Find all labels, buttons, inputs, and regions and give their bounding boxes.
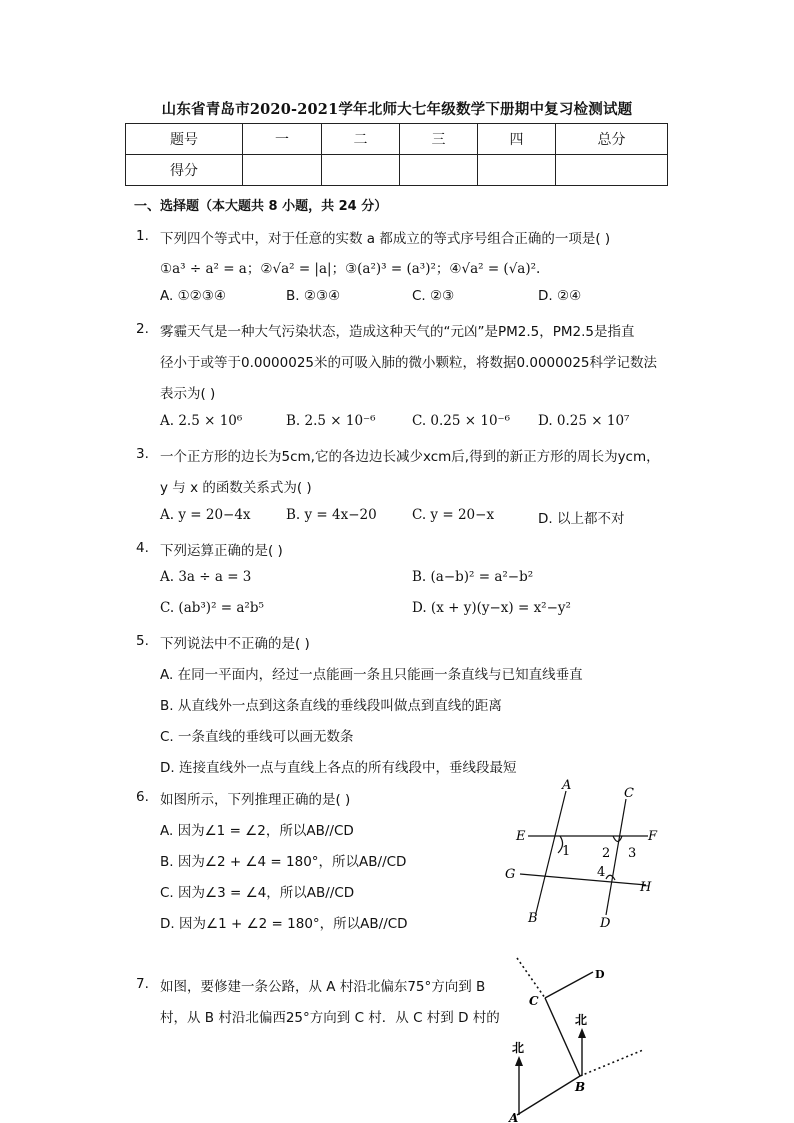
- label-f: F: [648, 829, 658, 844]
- question-number: 4.: [136, 540, 149, 556]
- option-a[interactable]: A. 在同一平面内，经过一点能画一条且只能画一条直线与已知直线垂直: [160, 667, 583, 683]
- question-stem: 村，从 B 村沿北偏西25°方向到 C 村．从 C 村到 D 村的: [160, 1010, 500, 1026]
- label-c: C: [529, 994, 539, 1008]
- question-number: 3.: [136, 446, 149, 462]
- label-a: A: [509, 1111, 519, 1123]
- option-c[interactable]: C. ②③: [412, 288, 455, 304]
- question-stem: 雾霾天气是一种大气污染状态，造成这种天气的“元凶”是PM2.5，PM2.5是指直: [160, 324, 635, 340]
- road-bc: [545, 998, 580, 1076]
- question-number: 6.: [136, 789, 149, 805]
- score-header-cell: 一: [243, 124, 322, 155]
- angle-1-label: 1: [562, 844, 571, 859]
- score-cell[interactable]: [400, 155, 478, 186]
- dotted-extension-right: [580, 1050, 643, 1076]
- score-cell[interactable]: [478, 155, 556, 186]
- label-b: B: [575, 1080, 586, 1094]
- dotted-extension-top: [517, 958, 545, 998]
- score-table: [125, 123, 668, 186]
- question-stem: 径小于或等于0.0000025米的可吸入肺的微小颗粒，将数据0.0000025科学记数法: [160, 355, 658, 371]
- score-cell[interactable]: [556, 155, 668, 186]
- question-number: 2.: [136, 321, 149, 337]
- score-header-cell: 题号: [126, 124, 243, 155]
- question-stem: 下列四个等式中，对于任意的实数 a 都成立的等式序号组合正确的一项是( ): [160, 231, 611, 247]
- option-d[interactable]: D. 以上都不对: [538, 511, 625, 527]
- question-number: 7.: [136, 976, 149, 992]
- angle-4-label: 4: [597, 865, 606, 880]
- label-d: D: [600, 916, 611, 931]
- angle-4-arc: [606, 875, 615, 880]
- option-c[interactable]: C. y = 20−x: [412, 507, 495, 523]
- question-stem: 表示为( ): [160, 386, 216, 402]
- score-table-row: [126, 155, 668, 186]
- option-b[interactable]: B. 从直线外一点到这条直线的垂线段叫做点到直线的距离: [160, 698, 502, 714]
- score-table-header-row: [126, 124, 668, 155]
- option-c[interactable]: C. 0.25 × 10⁻⁶: [412, 413, 511, 429]
- question-stem: y 与 x 的函数关系式为( ): [160, 480, 312, 496]
- option-b[interactable]: B. (a−b)² = a²−b²: [412, 569, 534, 585]
- option-a[interactable]: A. 因为∠1 = ∠2，所以AB//CD: [160, 823, 354, 839]
- score-header-cell: 总分: [556, 124, 668, 155]
- option-b[interactable]: B. ②③④: [286, 288, 341, 304]
- question-stem: 下列说法中不正确的是( ): [160, 636, 310, 652]
- angle-2-arc: [613, 836, 622, 842]
- arrowhead-b: [578, 1028, 586, 1038]
- label-a: A: [562, 778, 572, 793]
- option-c[interactable]: C. 因为∠3 = ∠4，所以AB//CD: [160, 885, 355, 901]
- score-cell[interactable]: [322, 155, 400, 186]
- score-header-cell: 二: [322, 124, 400, 155]
- option-b[interactable]: B. 2.5 × 10⁻⁶: [286, 413, 376, 429]
- question-stem: 一个正方形的边长为5cm,它的各边边长减少xcm后,得到的新正方形的周长为ycm，: [160, 449, 660, 465]
- question-formulas: ①a³ ÷ a² = a；②√a² = |a|；③(a²)³ = (a³)²；④√a² = (√a)².: [160, 261, 541, 277]
- option-b[interactable]: B. y = 4x−20: [286, 507, 377, 523]
- label-g: G: [505, 867, 516, 882]
- arrowhead-a: [515, 1056, 523, 1066]
- north-label-a: 北: [512, 1041, 525, 1055]
- option-d[interactable]: D. 0.25 × 10⁷: [538, 413, 630, 429]
- score-row-label: 得分: [126, 155, 243, 186]
- question-stem: 如图，要修建一条公路，从 A 村沿北偏东75°方向到 B: [160, 979, 486, 995]
- road-ab: [517, 1076, 580, 1115]
- question-number: 5.: [136, 633, 149, 649]
- section-heading: 一、选择题（本大题共 8 小题，共 24 分）: [134, 199, 388, 214]
- option-a[interactable]: A. y = 20−4x: [160, 507, 251, 523]
- question-stem: 如图所示，下列推理正确的是( ): [160, 792, 351, 808]
- label-h: H: [640, 880, 652, 895]
- score-header-cell: 四: [478, 124, 556, 155]
- question-stem: 下列运算正确的是( ): [160, 543, 283, 559]
- option-d[interactable]: D. 因为∠1 + ∠2 = 180°，所以AB//CD: [160, 916, 408, 932]
- q6-figure: [500, 775, 670, 935]
- option-c[interactable]: C. 一条直线的垂线可以画无数条: [160, 729, 354, 745]
- option-a[interactable]: A. ①②③④: [160, 288, 226, 304]
- option-d[interactable]: D. ②④: [538, 288, 582, 304]
- label-d: D: [595, 968, 605, 981]
- option-a[interactable]: A. 2.5 × 10⁶: [160, 413, 243, 429]
- road-cd: [545, 972, 593, 998]
- paper-title: 山东省青岛市2020-2021学年北师大七年级数学下册期中复习检测试题: [161, 101, 633, 118]
- angle-3-label: 3: [628, 846, 637, 861]
- option-c[interactable]: C. (ab³)² = a²b⁵: [160, 600, 264, 616]
- option-a[interactable]: A. 3a ÷ a = 3: [160, 569, 252, 585]
- angle-2-label: 2: [602, 846, 611, 861]
- score-header-cell: 三: [400, 124, 478, 155]
- label-b: B: [528, 911, 538, 926]
- option-d[interactable]: D. 连接直线外一点与直线上各点的所有线段中，垂线段最短: [160, 760, 517, 776]
- q7-figure: [495, 952, 655, 1123]
- label-e: E: [516, 829, 526, 844]
- line-gh: [520, 874, 646, 885]
- question-number: 1.: [136, 228, 149, 244]
- option-b[interactable]: B. 因为∠2 + ∠4 = 180°，所以AB//CD: [160, 854, 407, 870]
- score-cell[interactable]: [243, 155, 322, 186]
- option-d[interactable]: D. (x + y)(y−x) = x²−y²: [412, 600, 571, 616]
- label-c: C: [624, 786, 634, 801]
- north-label-b: 北: [575, 1013, 588, 1027]
